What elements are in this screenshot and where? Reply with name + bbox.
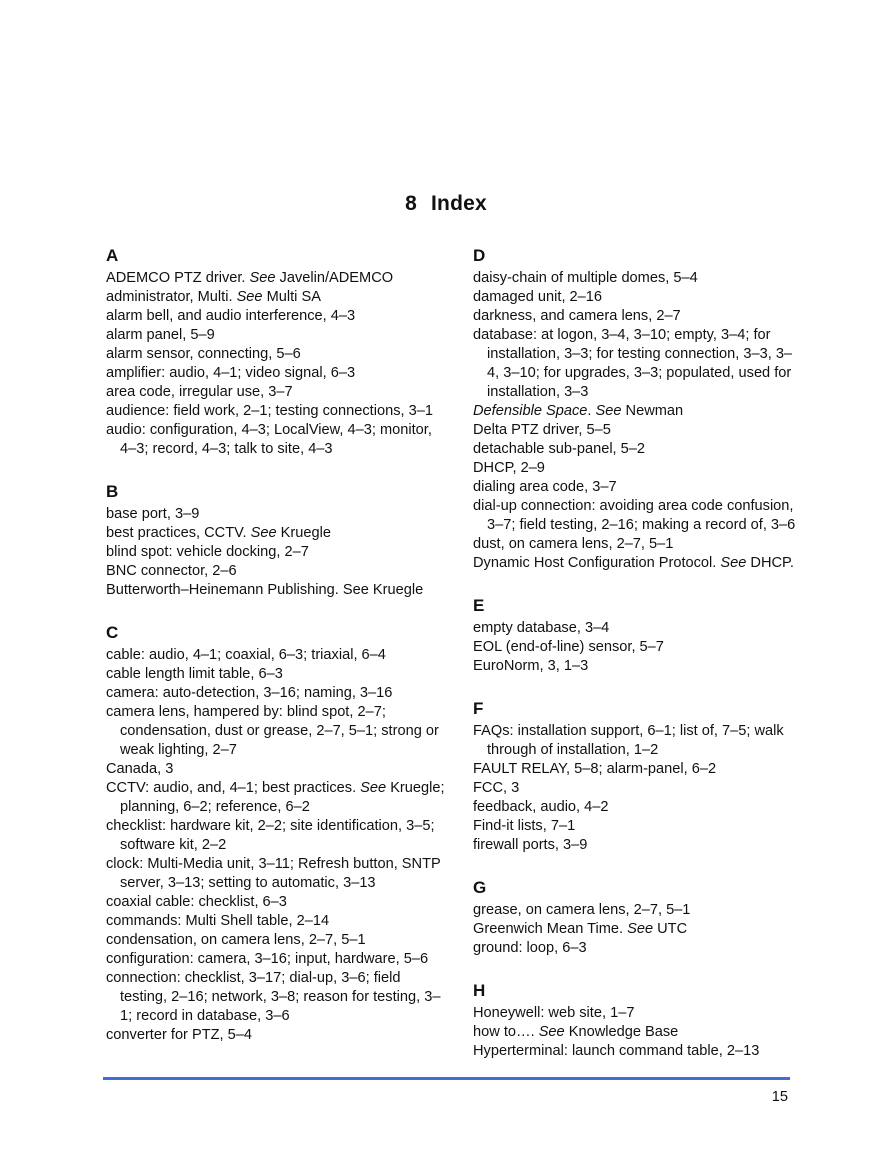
index-entry: [473, 497, 803, 535]
entry-text: damaged unit, 2–16: [473, 289, 603, 305]
index-entry: [106, 665, 446, 684]
entry-text: Canada, 3: [106, 761, 174, 777]
entry-text: alarm panel, 5–9: [106, 327, 215, 343]
entry-text: database: at logon, 3–4, 3–10; empty, 3–4; for installation, 3–3; for testing connection, 3–3, 3–4, 3–10; for upgrades, 3–3; populated, used for installation, 3–3: [473, 327, 793, 400]
index-entry: [473, 939, 803, 958]
index-entry: [473, 722, 803, 760]
entry-text: Honeywell: web site, 1–7: [473, 1005, 635, 1021]
index-entry: [106, 779, 446, 817]
index-entry: [473, 920, 803, 939]
entry-text: ADEMCO PTZ driver.: [106, 270, 250, 286]
entry-text: Butterworth–Heinemann Publishing. See Kruegle: [106, 582, 424, 598]
index-column-left: [106, 246, 446, 1068]
entry-text: See: [538, 1024, 565, 1040]
index-entry: [106, 364, 446, 383]
index-entry: [473, 779, 803, 798]
index-entry: [473, 657, 803, 676]
section-letter: D: [473, 246, 486, 265]
index-entry: [473, 638, 803, 657]
index-entry: [106, 288, 446, 307]
index-section-c: [106, 623, 446, 1045]
entry-text: clock: Multi-Media unit, 3–11; Refresh button, SNTP server, 3–13; setting to automatic, 3–13: [106, 856, 441, 891]
index-entry: [473, 288, 803, 307]
section-letter: C: [106, 623, 119, 642]
index-section-d: [473, 246, 803, 573]
entry-text: audio: configuration, 4–3; LocalView, 4–3; monitor, 4–3; record, 4–3; talk to site, 4–3: [106, 422, 432, 457]
chapter-number: 8: [405, 192, 418, 215]
index-entry: [473, 798, 803, 817]
entry-text: See: [720, 555, 747, 571]
entry-text: dialing area code, 3–7: [473, 479, 617, 495]
index-column-right: [473, 246, 803, 1084]
entry-text: audience: field work, 2–1; testing connections, 3–1: [106, 403, 433, 419]
entry-text: administrator, Multi.: [106, 289, 237, 305]
entry-text: DHCP.: [746, 555, 794, 571]
entry-text: Kruegle: [276, 525, 331, 541]
index-entry: [106, 543, 446, 562]
index-entry: [473, 1042, 803, 1061]
index-entry: [106, 581, 446, 600]
entry-text: alarm bell, and audio interference, 4–3: [106, 308, 356, 324]
index-entry: [106, 269, 446, 288]
index-entry: [473, 817, 803, 836]
entry-text: Find-it lists, 7–1: [473, 818, 576, 834]
entry-text: area code, irregular use, 3–7: [106, 384, 293, 400]
index-entry: [473, 1023, 803, 1042]
index-entry: [106, 760, 446, 779]
page-title: [0, 192, 892, 216]
index-entry: [473, 836, 803, 855]
entry-text: amplifier: audio, 4–1; video signal, 6–3: [106, 365, 356, 381]
entry-text: See: [595, 403, 622, 419]
entry-text: Javelin/ADEMCO: [275, 270, 394, 286]
entry-text: Dynamic Host Configuration Protocol.: [473, 555, 721, 571]
entry-text: EOL (end-of-line) sensor, 5–7: [473, 639, 664, 655]
entry-text: darkness, and camera lens, 2–7: [473, 308, 681, 324]
entry-text: configuration: camera, 3–16; input, hardware, 5–6: [106, 951, 429, 967]
index-section-g: [473, 878, 803, 958]
entry-text: commands: Multi Shell table, 2–14: [106, 913, 330, 929]
index-entry: [106, 950, 446, 969]
section-letter: A: [106, 246, 119, 265]
entry-text: CCTV: audio, and, 4–1; best practices.: [106, 780, 361, 796]
index-entry: [473, 1004, 803, 1023]
index-entry: [106, 524, 446, 543]
entry-text: checklist: hardware kit, 2–2; site identification, 3–5; software kit, 2–2: [106, 818, 435, 853]
section-letter: G: [473, 878, 487, 897]
index-entry: [473, 619, 803, 638]
index-entry: [473, 535, 803, 554]
index-entry: [473, 307, 803, 326]
entry-text: firewall ports, 3–9: [473, 837, 588, 853]
index-entry: [473, 554, 803, 573]
entry-text: UTC: [653, 921, 688, 937]
index-entry: [106, 912, 446, 931]
entry-text: dust, on camera lens, 2–7, 5–1: [473, 536, 674, 552]
index-entry: [106, 817, 446, 855]
index-section-a: [106, 246, 446, 459]
index-entry: [106, 505, 446, 524]
entry-text: cable length limit table, 6–3: [106, 666, 283, 682]
entry-text: how to….: [473, 1024, 539, 1040]
entry-text: detachable sub-panel, 5–2: [473, 441, 646, 457]
entry-text: DHCP, 2–9: [473, 460, 545, 476]
entry-text: FAQs: installation support, 6–1; list of, 7–5; walk through of installation, 1–2: [473, 723, 784, 758]
entry-text: See: [360, 780, 387, 796]
entry-text: Hyperterminal: launch command table, 2–13: [473, 1043, 760, 1059]
entry-text: feedback, audio, 4–2: [473, 799, 609, 815]
entry-text: FCC, 3: [473, 780, 520, 796]
index-entry: [106, 969, 446, 1026]
entry-text: Greenwich Mean Time.: [473, 921, 628, 937]
entry-text: See: [249, 270, 276, 286]
index-entry: [106, 326, 446, 345]
section-letter: E: [473, 596, 485, 615]
section-letter: F: [473, 699, 484, 718]
index-entry: [473, 421, 803, 440]
entry-text: Newman: [621, 403, 684, 419]
entry-text: dial-up connection: avoiding area code confusion, 3–7; field testing, 2–16; making a record of, 3–6: [473, 498, 796, 533]
index-entry: [106, 345, 446, 364]
entry-text: blind spot: vehicle docking, 2–7: [106, 544, 309, 560]
entry-text: converter for PTZ, 5–4: [106, 1027, 252, 1043]
index-entry: [473, 402, 803, 421]
entry-text: Kruegle; planning, 6–2; reference, 6–2: [120, 780, 445, 815]
index-entry: [473, 269, 803, 288]
index-entry: [473, 478, 803, 497]
index-entry: [106, 1026, 446, 1045]
index-entry: [473, 440, 803, 459]
index-entry: [106, 703, 446, 760]
entry-text: Delta PTZ driver, 5–5: [473, 422, 611, 438]
entry-text: Defensible Space: [473, 403, 588, 419]
index-entry: [106, 383, 446, 402]
entry-text: camera: auto-detection, 3–16; naming, 3–16: [106, 685, 393, 701]
index-entry: [106, 855, 446, 893]
entry-text: See: [236, 289, 263, 305]
index-entry: [106, 562, 446, 581]
entry-text: BNC connector, 2–6: [106, 563, 237, 579]
index-section-h: [473, 981, 803, 1061]
entry-text: See: [627, 921, 654, 937]
entry-text: best practices, CCTV.: [106, 525, 251, 541]
index-entry: [473, 760, 803, 779]
entry-text: camera lens, hampered by: blind spot, 2–7; condensation, dust or grease, 2–7, 5–1; strong or weak lighting, 2–7: [106, 704, 439, 758]
entry-text: See: [250, 525, 277, 541]
section-letter: H: [473, 981, 486, 1000]
entry-text: EuroNorm, 3, 1–3: [473, 658, 589, 674]
index-entry: [473, 901, 803, 920]
index-entry: [106, 402, 446, 421]
index-entry: [106, 931, 446, 950]
index-entry: [473, 459, 803, 478]
entry-text: base port, 3–9: [106, 506, 200, 522]
index-section-e: [473, 596, 803, 676]
entry-text: daisy-chain of multiple domes, 5–4: [473, 270, 698, 286]
index-section-b: [106, 482, 446, 600]
index-entry: [106, 646, 446, 665]
entry-text: coaxial cable: checklist, 6–3: [106, 894, 287, 910]
entry-text: FAULT RELAY, 5–8; alarm-panel, 6–2: [473, 761, 717, 777]
entry-text: connection: checklist, 3–17; dial-up, 3–6; field testing, 2–16; network, 3–8; reason for testing, 3–1; record in database, 3–6: [106, 970, 441, 1024]
index-section-f: [473, 699, 803, 855]
entry-text: ground: loop, 6–3: [473, 940, 587, 956]
entry-text: condensation, on camera lens, 2–7, 5–1: [106, 932, 366, 948]
index-entry: [106, 893, 446, 912]
index-entry: [106, 684, 446, 703]
index-entry: [473, 326, 803, 402]
page-number: 15: [771, 1089, 788, 1105]
index-entry: [106, 421, 446, 459]
index-entry: [106, 307, 446, 326]
entry-text: alarm sensor, connecting, 5–6: [106, 346, 301, 362]
entry-text: empty database, 3–4: [473, 620, 610, 636]
entry-text: Knowledge Base: [564, 1024, 679, 1040]
footer-rule: [103, 1077, 790, 1080]
section-letter: B: [106, 482, 119, 501]
chapter-title: Index: [431, 192, 487, 215]
entry-text: grease, on camera lens, 2–7, 5–1: [473, 902, 691, 918]
entry-text: .: [587, 403, 596, 419]
entry-text: cable: audio, 4–1; coaxial, 6–3; triaxial, 6–4: [106, 647, 386, 663]
entry-text: Multi SA: [262, 289, 321, 305]
